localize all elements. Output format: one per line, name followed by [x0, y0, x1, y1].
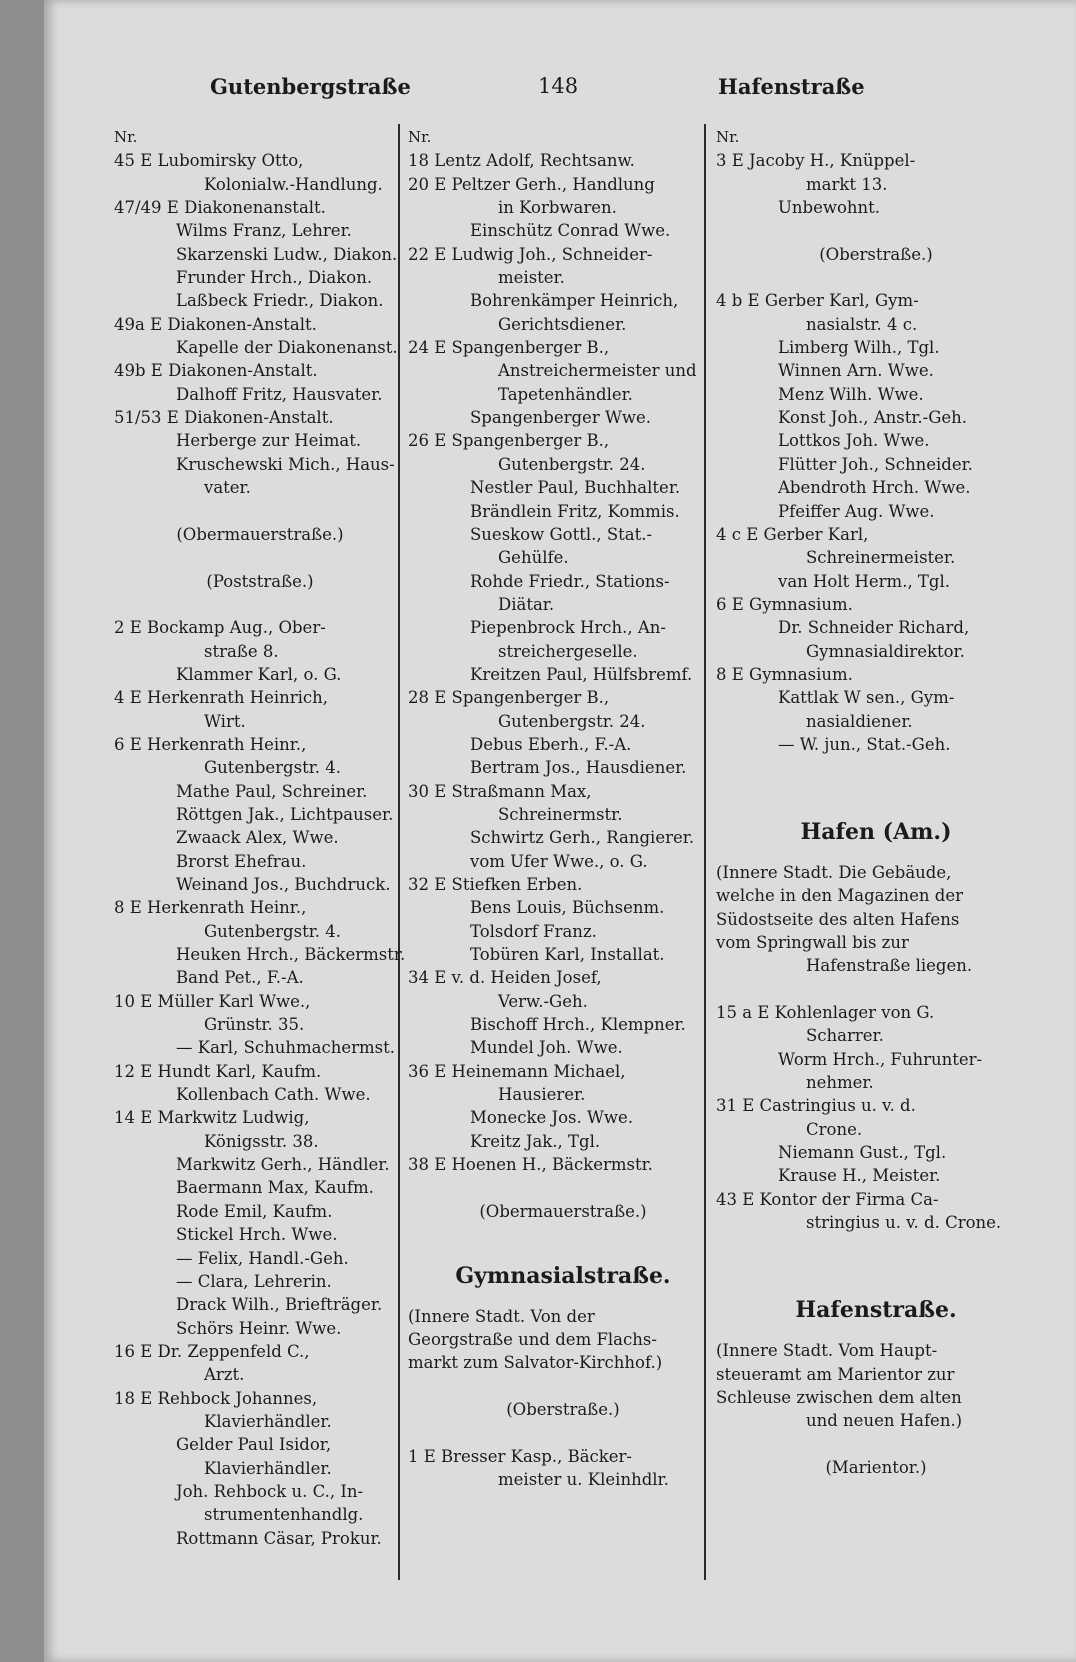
directory-entry: Mathe Paul, Schreiner.: [176, 781, 368, 801]
directory-entry: Kolonialw.-Handlung.: [204, 174, 383, 194]
cross-street-note: (Oberstraße.): [819, 244, 933, 264]
directory-entry: Brorst Ehefrau.: [176, 851, 307, 871]
directory-entry: vom Springwall bis zur: [716, 933, 909, 952]
directory-entry: vater.: [204, 478, 251, 498]
directory-entry: 14 E Markwitz Ludwig,: [114, 1108, 310, 1128]
directory-entry: und neuen Hafen.): [806, 1411, 963, 1431]
directory-entry: Einschütz Conrad Wwe.: [470, 221, 671, 241]
directory-entry: streichergeselle.: [498, 641, 638, 661]
directory-entry: markt zum Salvator-Kirchhof.): [408, 1353, 663, 1373]
directory-entry: Niemann Gust., Tgl.: [778, 1143, 947, 1163]
directory-entry: — Clara, Lehrerin.: [176, 1271, 332, 1291]
street-section-title: Hafenstraße.: [795, 1297, 957, 1324]
directory-entry: Zwaack Alex, Wwe.: [176, 828, 339, 848]
directory-entry: Rottmann Cäsar, Prokur.: [176, 1528, 382, 1548]
street-section-title: Hafen (Am.): [800, 818, 952, 845]
directory-entry: Kollenbach Cath. Wwe.: [176, 1085, 371, 1105]
spacer: [408, 1375, 718, 1398]
directory-entry: 6 E Herkenrath Heinr.,: [114, 734, 307, 754]
directory-entry: 10 E Müller Karl Wwe.,: [114, 991, 311, 1011]
directory-entry: Bens Louis, Büchsenm.: [470, 898, 665, 918]
directory-column-3: [716, 126, 1036, 1586]
directory-entry: Winnen Arn. Wwe.: [778, 361, 934, 381]
directory-entry: 18 Lentz Adolf, Rechtsanw.: [408, 151, 635, 171]
directory-entry: nasialstr. 4 c.: [806, 314, 918, 334]
directory-entry: Verw.-Geh.: [498, 991, 588, 1011]
directory-entry: 2 E Bockamp Aug., Ober-: [114, 618, 326, 638]
street-section-title: Gymnasialstraße.: [455, 1262, 671, 1289]
directory-entry: 18 E Rehbock Johannes,: [114, 1388, 318, 1408]
directory-entry: (Innere Stadt. Vom Haupt-: [716, 1341, 938, 1361]
column-heading: Nr.: [114, 128, 138, 146]
directory-entry: Grünstr. 35.: [204, 1015, 305, 1035]
directory-entry: nehmer.: [806, 1073, 874, 1093]
spacer: [408, 1176, 718, 1199]
directory-entry: Laßbeck Friedr., Diakon.: [176, 291, 384, 311]
directory-entry: Kreitzen Paul, Hülfsbremf.: [470, 664, 693, 684]
directory-entry: Klammer Karl, o. G.: [176, 664, 342, 684]
directory-entry: Drack Wilh., Briefträger.: [176, 1295, 383, 1315]
directory-entry: Klavierhändler.: [204, 1411, 332, 1431]
directory-entry: Kattlak W sen., Gym-: [778, 688, 955, 708]
directory-entry: Skarzenski Ludw., Diakon.: [176, 244, 398, 264]
directory-entry: Dalhoff Fritz, Hausvater.: [176, 384, 383, 404]
directory-entry: Georgstraße und dem Flachs-: [408, 1329, 657, 1349]
directory-entry: 32 E Stiefken Erben.: [408, 875, 583, 894]
directory-entry: Konst Joh., Anstr.-Geh.: [778, 408, 968, 428]
directory-entry: stringius u. v. d. Crone.: [806, 1213, 1002, 1233]
directory-entry: Markwitz Gerh., Händler.: [176, 1155, 390, 1175]
cross-street-note: (Poststraße.): [206, 571, 314, 591]
column-heading: Nr.: [716, 128, 740, 146]
directory-entry: Brändlein Fritz, Kommis.: [470, 501, 680, 521]
directory-entry: Südostseite des alten Hafens: [716, 909, 960, 929]
directory-entry: Schörs Heinr. Wwe.: [176, 1318, 342, 1338]
spacer: [716, 1234, 1036, 1257]
cross-street-note: (Obermauerstraße.): [176, 524, 344, 544]
directory-entry: 16 E Dr. Zeppenfeld C.,: [114, 1341, 310, 1361]
spacer: [114, 500, 406, 523]
directory-column-1: [114, 126, 406, 1586]
directory-entry: 31 E Castringius u. v. d.: [716, 1096, 916, 1116]
directory-entry: Kapelle der Diakonenanst.: [176, 338, 398, 358]
directory-entry: Frunder Hrch., Diakon.: [176, 268, 373, 288]
spacer: [408, 1247, 718, 1259]
directory-entry: Gutenbergstr. 24.: [498, 454, 646, 474]
directory-entry: 38 E Hoenen H., Bäckermstr.: [408, 1155, 653, 1175]
page-header: [44, 74, 1076, 114]
directory-entry: 4 c E Gerber Karl,: [716, 524, 869, 544]
directory-entry: 43 E Kontor der Firma Ca-: [716, 1189, 939, 1209]
spacer: [114, 593, 406, 616]
directory-entry: Rohde Friedr., Stations-: [470, 571, 670, 591]
directory-entry: Tapetenhändler.: [498, 384, 633, 404]
directory-entry: 51/53 E Diakonen-Anstalt.: [114, 408, 334, 428]
directory-entry: Debus Eberh., F.-A.: [470, 734, 632, 754]
directory-entry: Anstreichermeister und: [498, 361, 697, 381]
spacer: [408, 1293, 718, 1305]
directory-entry: 49a E Diakonen-Anstalt.: [114, 314, 317, 334]
directory-entry: Tolsdorf Franz.: [470, 921, 597, 941]
directory-entry: strumentenhandlg.: [204, 1505, 364, 1525]
directory-entry: Gymnasialdirektor.: [806, 641, 965, 661]
directory-entry: 8 E Gymnasium.: [716, 664, 853, 684]
directory-entry: 34 E v. d. Heiden Josef,: [408, 968, 602, 988]
directory-entry: Worm Hrch., Fuhrunter-: [778, 1049, 983, 1069]
directory-entry: Menz Wilh. Wwe.: [778, 384, 924, 404]
directory-entry: Diätar.: [498, 594, 555, 614]
directory-entry: welche in den Magazinen der: [716, 886, 963, 906]
directory-entry: Dr. Schneider Richard,: [778, 618, 970, 638]
directory-column-2: [408, 126, 718, 1586]
directory-entry: 22 E Ludwig Joh., Schneider-: [408, 244, 653, 264]
directory-entry: Schreinermstr.: [498, 804, 623, 824]
directory-entry: 1 E Bresser Kasp., Bäcker-: [408, 1446, 632, 1466]
directory-entry: Lottkos Joh. Wwe.: [778, 431, 930, 451]
spacer: [408, 1421, 718, 1444]
running-head-right: Hafenstraße: [718, 74, 865, 99]
directory-entry: Tobüren Karl, Installat.: [470, 945, 665, 965]
cross-street-note: (Marientor.): [825, 1457, 927, 1477]
directory-entry: 47/49 E Diakonenanstalt.: [114, 198, 326, 218]
directory-entry: Pfeiffer Aug. Wwe.: [778, 501, 935, 521]
directory-entry: Bohrenkämper Heinrich,: [470, 291, 679, 311]
directory-entry: 26 E Spangenberger B.,: [408, 431, 610, 451]
spacer: [408, 1223, 718, 1246]
directory-entry: markt 13.: [806, 174, 888, 194]
directory-entry: Gehülfe.: [498, 548, 569, 568]
directory-entry: Rode Emil, Kaufm.: [176, 1201, 333, 1221]
directory-entry: van Holt Herm., Tgl.: [778, 571, 951, 591]
directory-entry: meister u. Kleinhdlr.: [498, 1469, 669, 1489]
directory-entry: Wirt.: [204, 711, 246, 731]
directory-entry: Mundel Joh. Wwe.: [470, 1038, 623, 1058]
spacer: [716, 780, 1036, 803]
spacer: [716, 1258, 1036, 1281]
directory-entry: Piepenbrock Hrch., An-: [470, 618, 666, 638]
directory-entry: Klavierhändler.: [204, 1458, 332, 1478]
directory-entry: 12 E Hundt Karl, Kaufm.: [114, 1061, 322, 1081]
directory-entry: nasialdiener.: [806, 711, 913, 731]
directory-entry: Sueskow Gottl., Stat.-: [470, 524, 653, 544]
directory-entry: in Korbwaren.: [498, 198, 617, 218]
directory-entry: Arzt.: [204, 1365, 245, 1385]
spacer: [716, 756, 1036, 779]
directory-entry: — Felix, Handl.-Geh.: [176, 1248, 349, 1268]
directory-entry: (Innere Stadt. Von der: [408, 1306, 595, 1326]
directory-entry: Kruschewski Mich., Haus-: [176, 454, 395, 474]
directory-entry: 3 E Jacoby H., Knüppel-: [716, 151, 916, 171]
directory-entry: straße 8.: [204, 641, 279, 661]
directory-entry: Hafenstraße liegen.: [806, 956, 973, 976]
directory-entry: Schwirtz Gerh., Rangierer.: [470, 828, 695, 848]
directory-entry: 45 E Lubomirsky Otto,: [114, 151, 304, 171]
running-head-left: Gutenbergstraße: [210, 74, 411, 99]
directory-entry: 15 a E Kohlenlager von G.: [716, 1003, 935, 1023]
directory-entry: Schleuse zwischen dem alten: [716, 1387, 962, 1407]
directory-entry: 4 b E Gerber Karl, Gym-: [716, 291, 919, 311]
directory-entry: Gutenbergstr. 4.: [204, 921, 342, 941]
directory-entry: Königsstr. 38.: [204, 1131, 319, 1151]
cross-street-note: (Obermauerstraße.): [479, 1201, 647, 1221]
page-number: 148: [538, 74, 579, 98]
directory-entry: Herberge zur Heimat.: [176, 431, 362, 451]
directory-entry: 24 E Spangenberger B.,: [408, 338, 610, 358]
directory-entry: Röttgen Jak., Lichtpauser.: [176, 804, 394, 824]
directory-entry: 36 E Heinemann Michael,: [408, 1061, 626, 1081]
spacer: [716, 978, 1036, 1001]
column-heading: Nr.: [408, 128, 432, 146]
spacer: [716, 1327, 1036, 1339]
directory-entry: 6 E Gymnasium.: [716, 594, 853, 614]
directory-entry: 20 E Peltzer Gerh., Handlung: [408, 174, 655, 194]
directory-entry: Bertram Jos., Hausdiener.: [470, 758, 687, 778]
directory-entry: Baermann Max, Kaufm.: [176, 1178, 374, 1198]
directory-entry: 8 E Herkenrath Heinr.,: [114, 898, 307, 918]
directory-entry: Kreitz Jak., Tgl.: [470, 1131, 601, 1151]
directory-entry: — Karl, Schuhmachermst.: [176, 1038, 395, 1058]
spacer: [716, 266, 1036, 289]
directory-entry: Monecke Jos. Wwe.: [470, 1108, 634, 1128]
spacer: [716, 1281, 1036, 1293]
directory-entry: Gutenbergstr. 4.: [204, 758, 342, 778]
directory-entry: 4 E Herkenrath Heinrich,: [114, 688, 329, 708]
directory-entry: Unbewohnt.: [778, 198, 881, 218]
directory-entry: 30 E Straßmann Max,: [408, 781, 592, 801]
directory-entry: Joh. Rehbock u. C., In-: [176, 1481, 364, 1501]
cross-street-note: (Oberstraße.): [506, 1399, 620, 1419]
directory-entry: Nestler Paul, Buchhalter.: [470, 478, 681, 498]
directory-entry: Scharrer.: [806, 1026, 884, 1046]
directory-entry: Spangenberger Wwe.: [470, 408, 652, 428]
directory-entry: Schreinermeister.: [806, 548, 956, 568]
spacer: [114, 546, 406, 569]
directory-entry: Gelder Paul Isidor,: [176, 1435, 332, 1455]
directory-entry: 28 E Spangenberger B.,: [408, 688, 610, 708]
directory-entry: 49b E Diakonen-Anstalt.: [114, 361, 318, 381]
directory-entry: vom Ufer Wwe., o. G.: [470, 851, 648, 871]
directory-entry: Flütter Joh., Schneider.: [778, 454, 973, 474]
directory-entry: Abendroth Hrch. Wwe.: [778, 478, 971, 498]
directory-entry: Gerichtsdiener.: [498, 314, 627, 334]
spacer: [716, 219, 1036, 242]
directory-entry: Band Pet., F.-A.: [176, 968, 304, 988]
directory-entry: Weinand Jos., Buchdruck.: [176, 875, 391, 894]
directory-entry: Limberg Wilh., Tgl.: [778, 338, 940, 358]
directory-entry: Wilms Franz, Lehrer.: [176, 221, 352, 241]
directory-entry: Hausierer.: [498, 1085, 586, 1105]
directory-entry: Stickel Hrch. Wwe.: [176, 1225, 338, 1245]
directory-entry: (Innere Stadt. Die Gebäude,: [716, 862, 952, 882]
directory-entry: Crone.: [806, 1119, 863, 1139]
directory-entry: Gutenbergstr. 24.: [498, 711, 646, 731]
spacer: [716, 1433, 1036, 1456]
book-page: [44, 0, 1076, 1662]
directory-entry: steueramt am Marientor zur: [716, 1364, 955, 1384]
spacer: [716, 803, 1036, 815]
directory-entry: Bischoff Hrch., Klempner.: [470, 1015, 686, 1035]
directory-entry: meister.: [498, 268, 565, 288]
spacer: [716, 849, 1036, 861]
directory-entry: Heuken Hrch., Bäckermstr.: [176, 945, 406, 965]
directory-entry: Krause H., Meister.: [778, 1166, 941, 1186]
directory-entry: — W. jun., Stat.-Geh.: [778, 734, 951, 754]
